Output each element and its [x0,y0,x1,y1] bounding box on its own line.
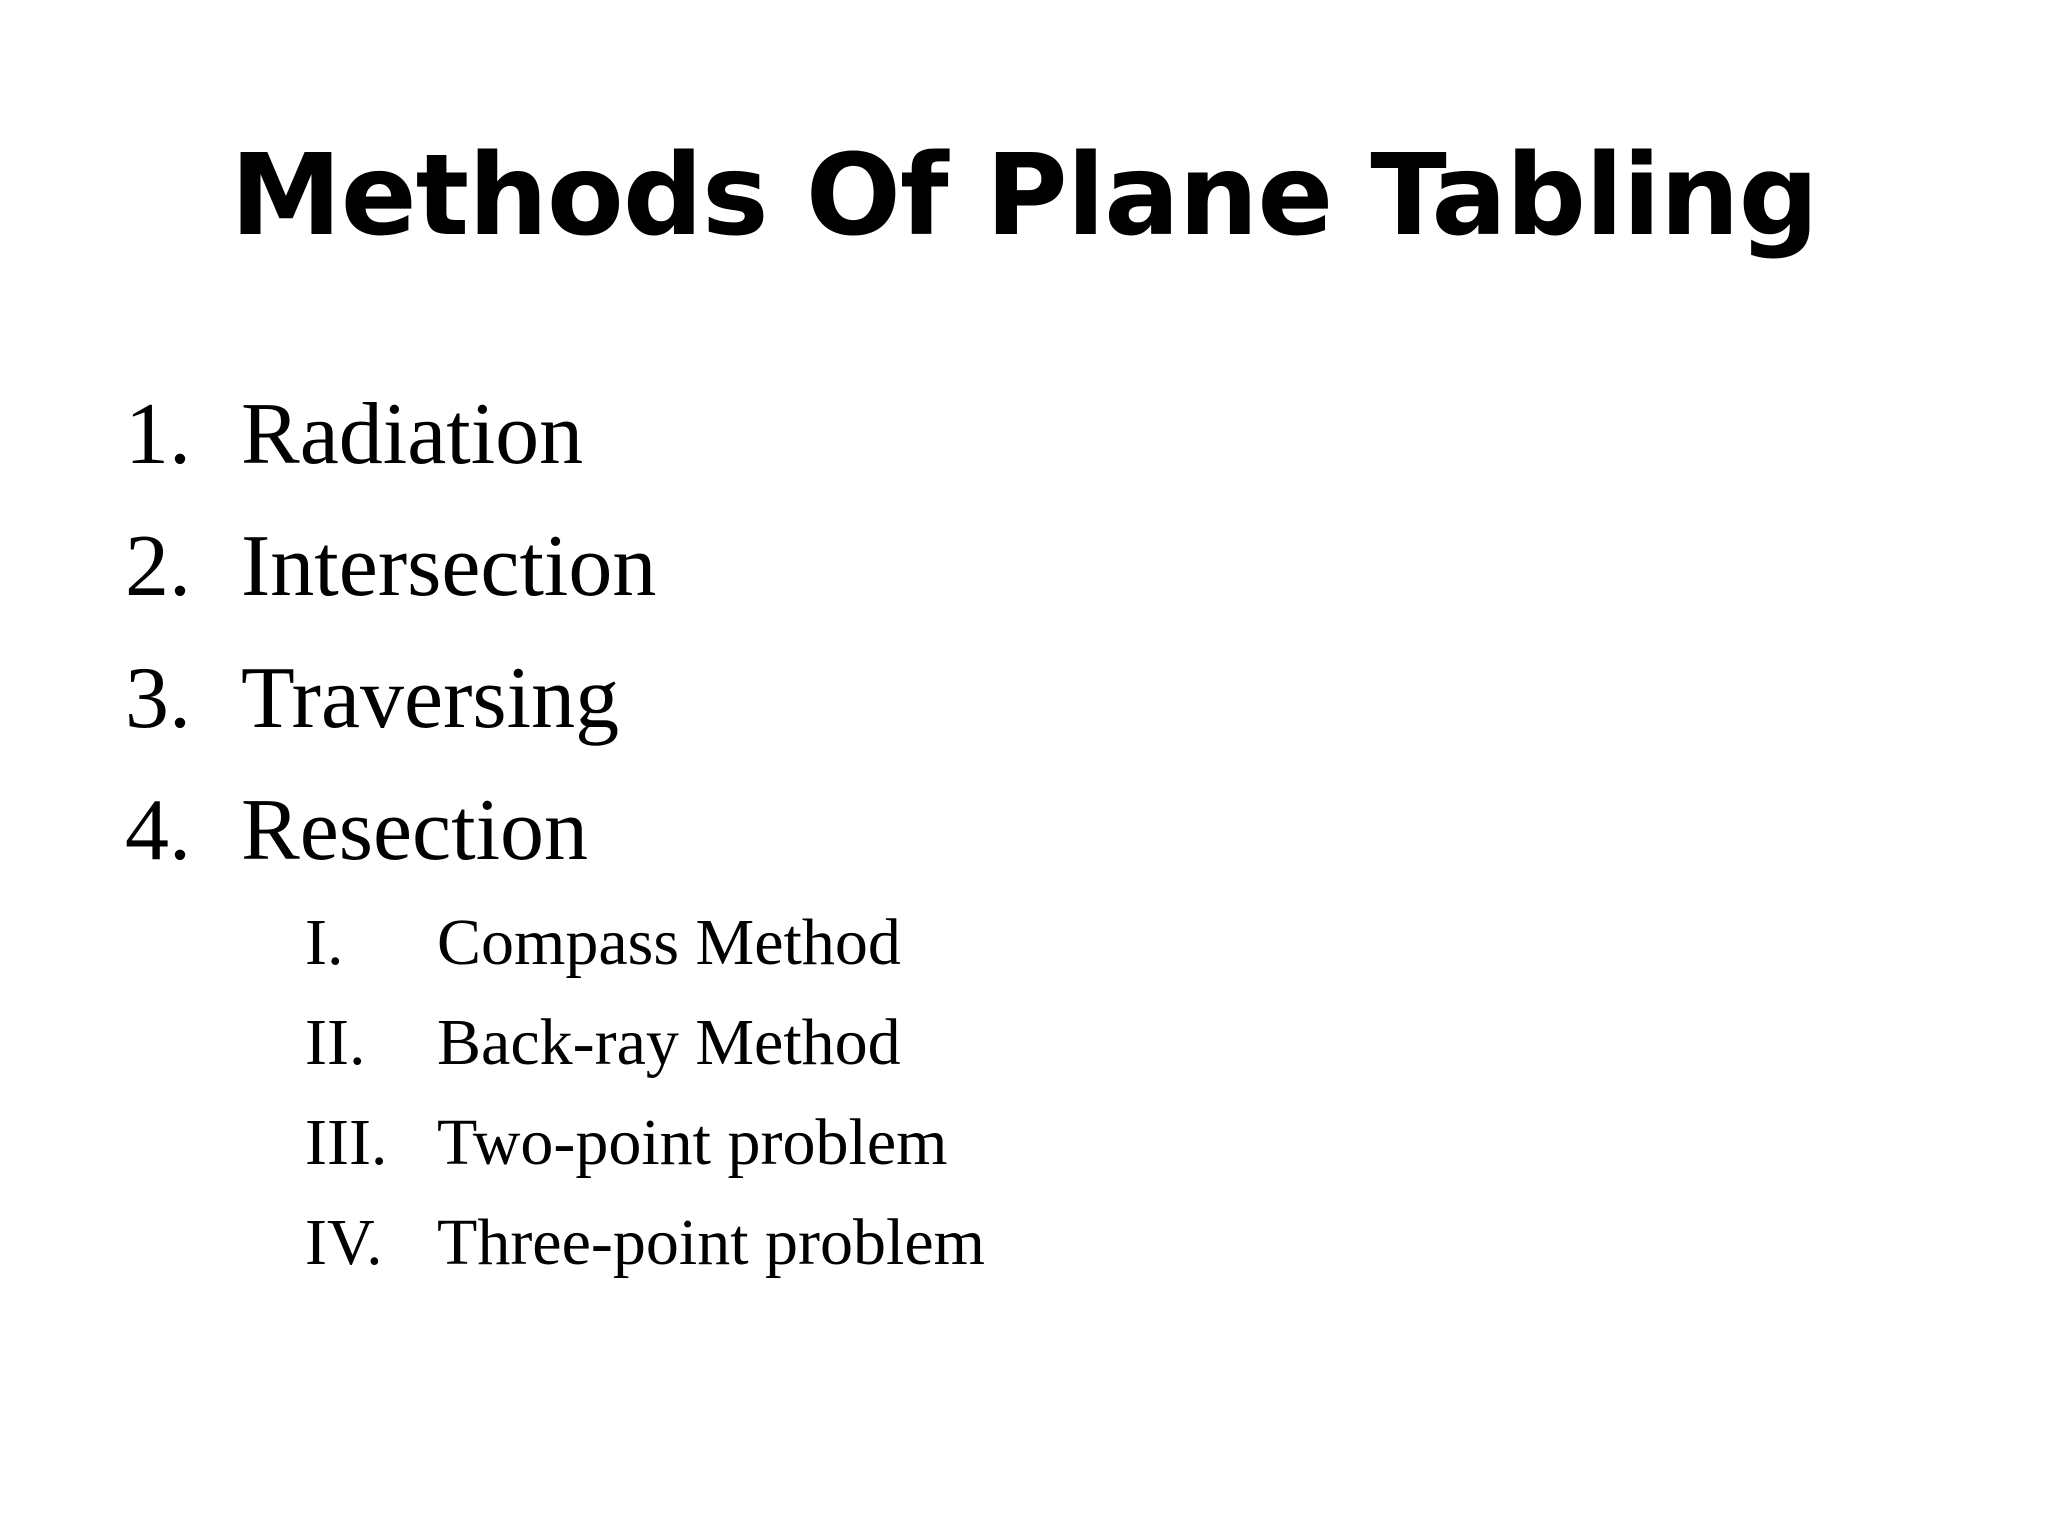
slide-title: Methods Of Plane Tabling [230,131,1818,261]
method-item-radiation [0,380,1400,490]
method-item-traversing [0,644,1400,754]
resection-label: Three-point problem [437,1206,985,1279]
resection-label: Back-ray Method [437,1006,901,1079]
method-label: Resection [241,782,589,879]
method-number: 2. [125,518,191,615]
resection-number: III. [305,1106,388,1179]
resection-item-compass [0,900,1400,986]
resection-number: IV. [305,1206,383,1279]
resection-item-back-ray [0,1000,1400,1086]
resection-number: I. [305,906,344,979]
resection-item-two-point [0,1100,1400,1186]
method-label: Intersection [241,518,657,615]
method-item-resection [0,776,1400,886]
resection-label: Two-point problem [437,1106,948,1179]
method-number: 1. [125,386,191,483]
method-label: Traversing [241,650,620,747]
resection-item-three-point [0,1200,1400,1286]
method-number: 4. [125,782,191,879]
method-label: Radiation [241,386,584,483]
method-number: 3. [125,650,191,747]
method-item-intersection [0,512,1400,622]
resection-number: II. [305,1006,366,1079]
resection-label: Compass Method [437,906,901,979]
